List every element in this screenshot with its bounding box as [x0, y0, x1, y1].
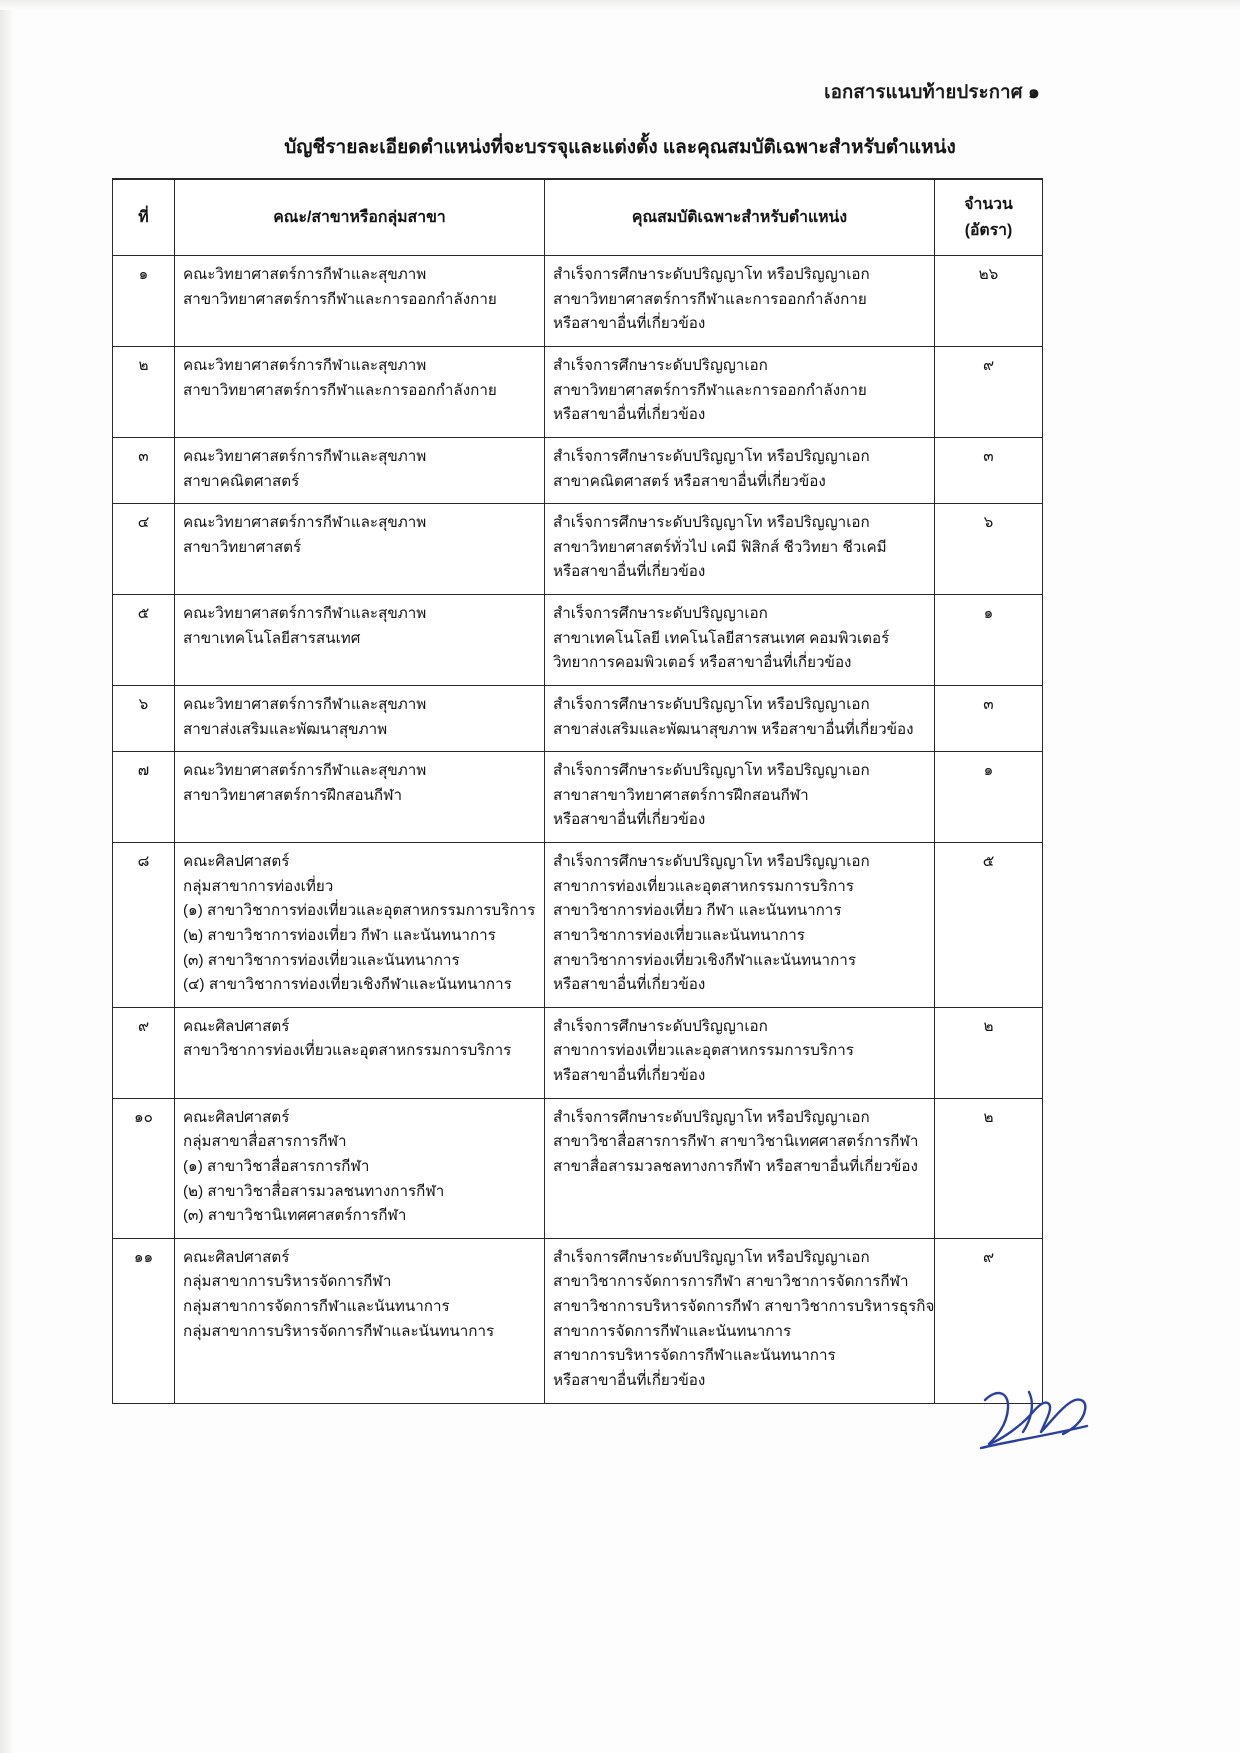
scan-edge-top	[0, 0, 1240, 10]
qualification-line: สาขาสาขาวิทยาศาสตร์การฝึกสอนกีฬา	[553, 786, 809, 804]
qualification-line: สาขาการจัดการกีฬาและนันทนาการ	[553, 1322, 792, 1340]
table-row	[113, 256, 1043, 347]
table-header-row	[113, 179, 1043, 256]
faculty-line: สาขาวิทยาศาสตร์การกีฬาและการออกกำลังกาย	[183, 381, 497, 399]
count-cell: ๓	[935, 437, 1043, 503]
faculty-cell	[175, 256, 545, 347]
page-title: บัญชีรายละเอียดตำแหน่งที่จะบรรจุและแต่งตั้ง และคุณสมบัติเฉพาะสำหรับตำแหน่ง	[284, 137, 956, 158]
faculty-line: (๑) สาขาวิชาการท่องเที่ยวและอุตสาหกรรมการบริการ	[183, 902, 536, 920]
qualification-line: สำเร็จการศึกษาระดับปริญญาโท หรือปริญญาเอก	[553, 853, 870, 871]
qualification-line: สาขาวิชาการท่องเที่ยวและนันทนาการ	[553, 926, 805, 944]
qualification-cell	[545, 437, 935, 503]
qualification-line: สำเร็จการศึกษาระดับปริญญาเอก	[553, 605, 768, 623]
table-row	[113, 437, 1043, 503]
faculty-cell	[175, 843, 545, 1008]
faculty-line: คณะวิทยาศาสตร์การกีฬาและสุขภาพ	[183, 605, 427, 623]
faculty-line: สาขาวิทยาศาสตร์การฝึกสอนกีฬา	[183, 786, 402, 804]
qualification-line: สำเร็จการศึกษาระดับปริญญาโท หรือปริญญาเอก	[553, 266, 870, 284]
count-cell: ๑	[935, 595, 1043, 686]
faculty-cell	[175, 1098, 545, 1238]
column-header-count	[935, 179, 1043, 256]
positions-table	[112, 178, 1043, 1404]
table-row	[113, 504, 1043, 595]
qualification-cell	[545, 595, 935, 686]
table-row	[113, 1098, 1043, 1238]
qualification-line: หรือสาขาอื่นที่เกี่ยวข้อง	[553, 406, 706, 424]
row-number: ๑๑	[113, 1238, 175, 1403]
qualification-line: สาขาวิชาการจัดการการกีฬา สาขาวิชาการจัดการกีฬา	[553, 1273, 909, 1291]
faculty-line: (๒) สาขาวิชาการท่องเที่ยว กีฬา และนันทนาการ	[183, 926, 496, 944]
column-header-count-line1: จำนวน	[964, 196, 1013, 213]
table-row	[113, 1238, 1043, 1403]
qualification-line: สาขาการบริหารจัดการกีฬาและนันทนาการ	[553, 1347, 836, 1365]
qualification-line: สาขาเทคโนโลยี เทคโนโลยีสารสนเทศ คอมพิวเตอร์	[553, 629, 890, 647]
qualification-line: สาขาวิทยาศาสตร์การกีฬาและการออกกำลังกาย	[553, 290, 867, 308]
qualification-line: สำเร็จการศึกษาระดับปริญญาโท หรือปริญญาเอก	[553, 514, 870, 532]
faculty-line: คณะศิลปศาสตร์	[183, 853, 290, 871]
table-row	[113, 752, 1043, 843]
faculty-line: (๑) สาขาวิชาสื่อสารการกีฬา	[183, 1157, 370, 1175]
qualification-line: หรือสาขาอื่นที่เกี่ยวข้อง	[553, 315, 706, 333]
qualification-cell	[545, 1007, 935, 1098]
column-header-qualification: คุณสมบัติเฉพาะสำหรับตำแหน่ง	[545, 179, 935, 256]
faculty-line: คณะวิทยาศาสตร์การกีฬาและสุขภาพ	[183, 695, 427, 713]
table-body	[113, 256, 1043, 1403]
row-number: ๑๐	[113, 1098, 175, 1238]
faculty-line: กลุ่มสาขาการบริหารจัดการกีฬา	[183, 1273, 392, 1291]
faculty-line: สาขาคณิตศาสตร์	[183, 472, 300, 490]
qualification-line: สาขาคณิตศาสตร์ หรือสาขาอื่นที่เกี่ยวข้อง	[553, 472, 826, 490]
faculty-line: คณะวิทยาศาสตร์การกีฬาและสุขภาพ	[183, 762, 427, 780]
qualification-line: สาขาการท่องเที่ยวและอุตสาหกรรมการบริการ	[553, 1042, 854, 1060]
faculty-line: สาขาวิทยาศาสตร์	[183, 538, 302, 556]
faculty-line: คณะศิลปศาสตร์	[183, 1108, 290, 1126]
count-cell: ๓	[935, 685, 1043, 751]
table-head	[113, 179, 1043, 256]
qualification-line: สำเร็จการศึกษาระดับปริญญาโท หรือปริญญาเอก	[553, 447, 870, 465]
count-cell: ๕	[935, 843, 1043, 1008]
qualification-line: สำเร็จการศึกษาระดับปริญญาโท หรือปริญญาเอก	[553, 695, 870, 713]
qualification-line: วิทยาการคอมพิวเตอร์ หรือสาขาอื่นที่เกี่ยวข้อง	[553, 654, 852, 672]
qualification-line: สาขาวิทยาศาสตร์การกีฬาและการออกกำลังกาย	[553, 381, 867, 399]
faculty-line: (๓) สาขาวิชาการท่องเที่ยวและนันทนาการ	[183, 951, 460, 969]
faculty-line: (๓) สาขาวิชานิเทศศาสตร์การกีฬา	[183, 1207, 407, 1225]
faculty-cell	[175, 437, 545, 503]
faculty-line: กลุ่มสาขาการท่องเที่ยว	[183, 877, 334, 895]
qualification-line: สาขาวิชาการท่องเที่ยว กีฬา และนันทนาการ	[553, 902, 842, 920]
positions-table-wrapper	[112, 178, 1042, 1404]
qualification-cell	[545, 685, 935, 751]
faculty-line: (๔) สาขาวิชาการท่องเที่ยวเชิงกีฬาและนันทนาการ	[183, 976, 512, 994]
qualification-cell	[545, 752, 935, 843]
row-number: ๔	[113, 504, 175, 595]
qualification-line: สำเร็จการศึกษาระดับปริญญาเอก	[553, 1017, 768, 1035]
row-number: ๒	[113, 347, 175, 438]
faculty-line: คณะวิทยาศาสตร์การกีฬาและสุขภาพ	[183, 357, 427, 375]
qualification-line: สาขาวิทยาศาสตร์ทั่วไป เคมี ฟิสิกส์ ชีววิทยา ชีวเคมี	[553, 538, 887, 556]
column-header-count-line2: (อัตรา)	[964, 221, 1013, 239]
faculty-cell	[175, 1238, 545, 1403]
faculty-line: คณะศิลปศาสตร์	[183, 1248, 290, 1266]
table-row	[113, 843, 1043, 1008]
faculty-cell	[175, 504, 545, 595]
qualification-line: สำเร็จการศึกษาระดับปริญญาเอก	[553, 357, 768, 375]
table-row	[113, 1007, 1043, 1098]
count-cell: ๒	[935, 1007, 1043, 1098]
qualification-line: สาขาส่งเสริมและพัฒนาสุขภาพ หรือสาขาอื่นที่เกี่ยวข้อง	[553, 720, 914, 738]
qualification-line: สาขาวิชาการท่องเที่ยวเชิงกีฬาและนันทนาการ	[553, 951, 856, 969]
row-number: ๓	[113, 437, 175, 503]
faculty-line: สาขาวิทยาศาสตร์การกีฬาและการออกกำลังกาย	[183, 290, 497, 308]
faculty-cell	[175, 752, 545, 843]
qualification-line: สาขาวิชาสื่อสารการกีฬา สาขาวิชานิเทศศาสตร์การกีฬา	[553, 1133, 919, 1151]
table-row	[113, 595, 1043, 686]
faculty-line: (๒) สาขาวิชาสื่อสารมวลชนทางการกีฬา	[183, 1182, 445, 1200]
qualification-line: หรือสาขาอื่นที่เกี่ยวข้อง	[553, 1067, 706, 1085]
faculty-line: สาขาเทคโนโลยีสารสนเทศ	[183, 629, 361, 647]
qualification-cell	[545, 1238, 935, 1403]
row-number: ๑	[113, 256, 175, 347]
faculty-line: สาขาวิชาการท่องเที่ยวและอุตสาหกรรมการบริการ	[183, 1042, 512, 1060]
faculty-line: กลุ่มสาขาการจัดการกีฬาและนันทนาการ	[183, 1298, 450, 1316]
faculty-line: สาขาส่งเสริมและพัฒนาสุขภาพ	[183, 720, 388, 738]
row-number: ๗	[113, 752, 175, 843]
row-number: ๘	[113, 843, 175, 1008]
qualification-line: สำเร็จการศึกษาระดับปริญญาโท หรือปริญญาเอก	[553, 1108, 870, 1126]
row-number: ๙	[113, 1007, 175, 1098]
faculty-line: กลุ่มสาขาสื่อสารการกีฬา	[183, 1133, 347, 1151]
scan-edge-left	[0, 0, 14, 1753]
faculty-line: คณะศิลปศาสตร์	[183, 1017, 290, 1035]
count-cell: ๖	[935, 504, 1043, 595]
qualification-cell	[545, 256, 935, 347]
qualification-line: หรือสาขาอื่นที่เกี่ยวข้อง	[553, 1371, 706, 1389]
qualification-line: สำเร็จการศึกษาระดับปริญญาโท หรือปริญญาเอก	[553, 762, 870, 780]
qualification-line: หรือสาขาอื่นที่เกี่ยวข้อง	[553, 563, 706, 581]
table-row	[113, 347, 1043, 438]
qualification-cell	[545, 1098, 935, 1238]
column-header-no: ที่	[113, 179, 175, 256]
faculty-line: คณะวิทยาศาสตร์การกีฬาและสุขภาพ	[183, 266, 427, 284]
qualification-line: สำเร็จการศึกษาระดับปริญญาโท หรือปริญญาเอก	[553, 1248, 870, 1266]
qualification-cell	[545, 843, 935, 1008]
qualification-line: หรือสาขาอื่นที่เกี่ยวข้อง	[553, 811, 706, 829]
row-number: ๕	[113, 595, 175, 686]
count-cell: ๑	[935, 752, 1043, 843]
faculty-cell	[175, 347, 545, 438]
count-cell: ๙	[935, 347, 1043, 438]
row-number: ๖	[113, 685, 175, 751]
count-cell: ๒๖	[935, 256, 1043, 347]
attachment-label: เอกสารแนบท้ายประกาศ ๑	[824, 81, 1040, 102]
count-cell: ๙	[935, 1238, 1043, 1403]
table-row	[113, 685, 1043, 751]
qualification-line: สาขาการท่องเที่ยวและอุตสาหกรรมการบริการ	[553, 877, 854, 895]
faculty-line: คณะวิทยาศาสตร์การกีฬาและสุขภาพ	[183, 447, 427, 465]
qualification-line: หรือสาขาอื่นที่เกี่ยวข้อง	[553, 976, 706, 994]
faculty-cell	[175, 1007, 545, 1098]
qualification-cell	[545, 504, 935, 595]
faculty-line: กลุ่มสาขาการบริหารจัดการกีฬาและนันทนาการ	[183, 1322, 495, 1340]
faculty-cell	[175, 595, 545, 686]
faculty-cell	[175, 685, 545, 751]
qualification-line: สาขาสื่อสารมวลชลทางการกีฬา หรือสาขาอื่นที่เกี่ยวข้อง	[553, 1157, 918, 1175]
faculty-line: คณะวิทยาศาสตร์การกีฬาและสุขภาพ	[183, 514, 427, 532]
qualification-line: สาขาวิชาการบริหารจัดการกีฬา สาขาวิชาการบริหารธุรกิจ	[553, 1298, 935, 1316]
column-header-faculty: คณะ/สาขาหรือกลุ่มสาขา	[175, 179, 545, 256]
count-cell: ๒	[935, 1098, 1043, 1238]
qualification-cell	[545, 347, 935, 438]
